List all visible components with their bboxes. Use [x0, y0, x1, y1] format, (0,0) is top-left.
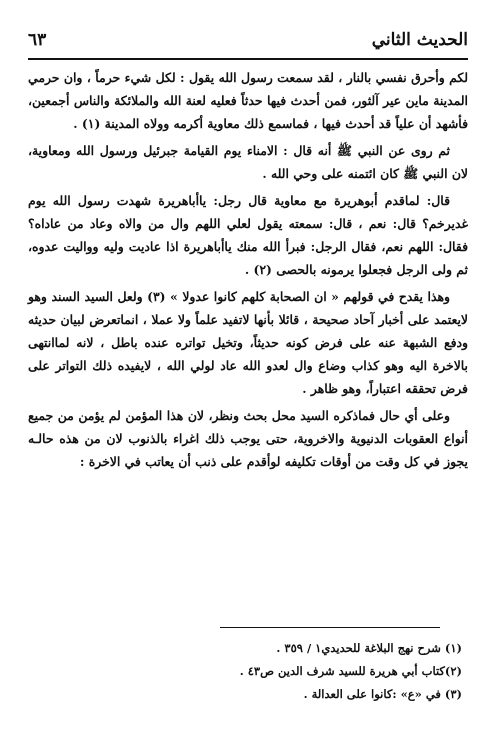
body-text	[28, 66, 468, 477]
paragraph: وعلى أي حال فماذكره السيد محل بحث ونظر، لان هذا المؤمن لم يؤمن من جميع أنواع العقوبات الدنيوية والاخروية، حتى يوجب ذلك اغراء بالذنوب لان من هذه حالـه يجوز في كل وقت من أوقات تكليفه لوأقدم على ذنب أن يعاتب في الاخرة :	[28, 408, 468, 469]
paragraph: لكم وأحرق نفسي بالنار ، لقد سمعت رسول الله يقول : لكل شيء حرماً ، وان حرمي المدينة ماين عير آلثور، فمن أحدث فيها حدثاً فعليه لعنة الله والملائكة والناس أجمعين، فأشهد أن علياً قد أحدث فيها ، فماسمع ذلك معاوية أكرمه وولاه المدينة (١) .	[28, 70, 468, 131]
page-number: ٦٣	[28, 30, 47, 50]
paragraph: ثم روى عن النبي ﷺ أنه قال : الامناء يوم القيامة جبرئيل ورسول الله ومعاوية، لان النبي ﷺ كان ائتمنه على وحي الله .	[28, 143, 468, 181]
footnote: (٣) في «ع» :كانوا على العدالة .	[303, 687, 462, 701]
footnotes	[28, 637, 462, 706]
page-header	[28, 30, 468, 54]
footnote: (٢)كتاب أبي هريرة للسيد شرف الدين ص٤٣ .	[239, 664, 462, 678]
footnote-rule	[220, 627, 440, 628]
paragraph: قال: لماقدم أبوهريرة مع معاوية قال رجل: ياأباهريرة شهدت رسول الله يوم غديرخم؟ قال: نعم ، قال: سمعته يقول لعلي اللهم وال من والاه وعاد من عاداه؟ فقال: اللهم نعم، فقال الرجل: فبرأ الله منك ياأباهريرة اذا عاديت وليه وواليت عدوه، ثم ولى الرجل فجعلوا يرمونه بالحصى (٢) .	[28, 193, 468, 277]
header-rule	[28, 58, 468, 60]
running-title: الحديث الثاني	[371, 30, 468, 50]
footnote: (١) شرح نهج البلاغة للحديدي١ / ٣٥٩ .	[276, 641, 462, 655]
paragraph: وهذا يقدح في قولهم « ان الصحابة كلهم كانوا عدولا » (٣) ولعل السيد السند وهو لايعتمد على أخبار آحاد صحيحة ، قائلا بأنها لاتفيد علماً ولا عملا ، انماتعرض لبيان حديثه ودفع الشبهة عنه على فرض كونه حديثاً، وتخيل تواتره عنده باطل ، لانه لماانتهى بالاخرة اليه وهو كذاب وضاع وال لعدو الله عاد لولي الله ، لايفيده ذلك التواتر على فرض تحققه اعتباراً، وهو ظاهر .	[28, 289, 468, 396]
